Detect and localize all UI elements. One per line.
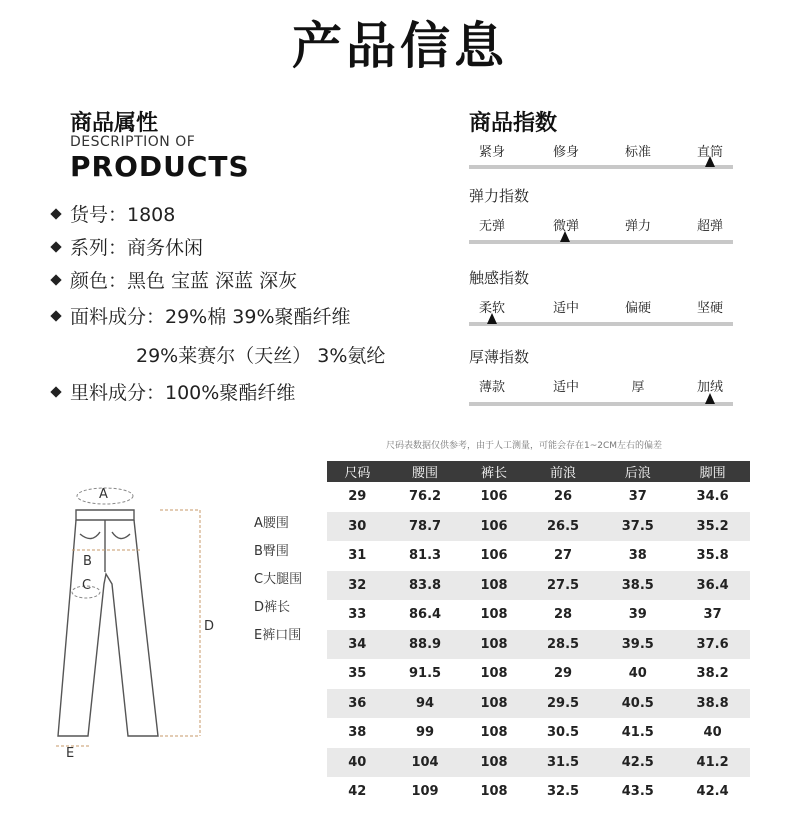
table-cell: 28.5 [526,630,601,660]
table-cell: 108 [462,689,525,719]
table-cell: 26.5 [526,512,601,542]
index-label: 修身 [552,145,579,160]
diagram-legend-waist: A腰围 [254,516,289,531]
attr-text: 29%莱赛尔（天丝） 3%氨纶 [136,345,386,367]
table-cell: 31 [348,548,367,564]
table-cell: 38.8 [675,689,750,719]
table-cell: 34.6 [696,489,729,505]
table-cell: 33 [348,607,367,623]
table-cell: 104 [388,748,463,778]
table-cell: 76.2 [408,489,442,505]
table-cell: 108 [480,725,508,741]
bullet-icon [50,274,61,285]
attr-item-fabric [52,302,351,329]
size-column-header: 前浪 [526,461,601,482]
table-row [327,571,750,601]
table-cell: 35 [348,666,367,682]
table-cell: 35.8 [696,548,729,564]
index-label: 标准 [624,145,651,160]
index-bar [469,322,733,326]
table-cell: 27 [553,548,573,564]
table-cell: 37 [703,607,722,623]
table-cell: 39 [628,607,647,623]
table-row [327,659,750,689]
table-cell: 37.5 [600,512,675,542]
table-cell: 42 [348,784,367,800]
size-column-header: 脚围 [675,461,750,482]
table-cell: 37.6 [675,630,750,660]
diagram-letter-b: B [83,554,92,569]
table-cell: 35.2 [675,512,750,542]
table-cell: 41.5 [621,725,654,741]
table-row [327,482,750,512]
index-bar [469,165,733,169]
size-table [327,461,750,807]
size-table-header [327,461,750,482]
table-cell: 29 [348,489,367,505]
diagram-legend-hem: E裤口围 [254,628,302,643]
size-note: 尺码表数据仅供参考，由于人工测量，可能会存在1~2CM左右的偏差 [386,441,663,451]
table-cell: 32 [327,571,388,601]
bullet-icon [50,241,61,252]
table-row [327,600,750,630]
table-cell: 42.5 [600,748,675,778]
table-cell: 99 [415,725,435,741]
page-title: 产品信息 [292,17,508,75]
table-cell: 28 [553,607,573,623]
table-cell: 108 [462,630,525,660]
attr-item-series [52,233,203,260]
table-cell: 40 [628,666,647,682]
table-row [327,748,750,778]
index-label: 薄款 [478,380,505,395]
index-label: 加绒 [696,380,723,395]
table-cell: 91.5 [408,666,442,682]
pants-diagram [50,474,320,764]
attributes-subtitle-line2: PRODUCTS [70,150,250,183]
size-column-header: 后浪 [600,461,675,482]
table-cell: 40 [327,748,388,778]
table-cell: 108 [480,666,508,682]
attr-text: 系列：商务休闲 [70,237,204,259]
table-cell: 94 [388,689,463,719]
index-marker-icon [487,313,497,324]
index-label: 柔软 [478,301,505,316]
diagram-legend-hip: B臀围 [254,544,289,559]
diagram-letter-e: E [66,746,75,761]
size-table-body [327,482,750,807]
index-label: 超弹 [696,219,723,234]
table-cell: 40 [703,725,722,741]
table-cell: 106 [480,548,508,564]
attr-item-fabric-cont [136,341,385,368]
table-cell: 109 [411,784,439,800]
index-label: 适中 [552,380,579,395]
index-bar [469,402,733,406]
index-label: 偏硬 [624,301,651,316]
index-marker-icon [560,231,570,242]
table-row [327,541,750,571]
table-cell: 30 [327,512,388,542]
table-cell: 38 [348,725,367,741]
table-cell: 39.5 [600,630,675,660]
table-cell: 108 [480,784,508,800]
bullet-icon [50,386,61,397]
table-cell: 78.7 [388,512,463,542]
table-cell: 83.8 [388,571,463,601]
attributes-subtitle-line1: DESCRIPTION OF [70,134,196,150]
indices-title: 商品指数 [469,111,558,136]
index-marker-icon [705,156,715,167]
table-row [327,777,750,807]
table-cell: 108 [462,571,525,601]
table-cell: 26 [553,489,573,505]
index-bar [469,240,733,244]
table-cell: 38.5 [600,571,675,601]
table-cell: 41.2 [675,748,750,778]
attr-text: 货号：1808 [70,204,176,226]
attr-item-sku [52,200,175,227]
table-cell: 34 [327,630,388,660]
table-cell: 30.5 [547,725,580,741]
attributes-title: 商品属性 [70,111,159,136]
table-cell: 88.9 [388,630,463,660]
table-cell: 40.5 [600,689,675,719]
table-cell: 29.5 [526,689,601,719]
diagram-letter-c: C [82,578,92,593]
index-label: 弹力 [624,219,651,234]
diagram-legend-length: D裤长 [254,600,291,615]
size-column-header: 腰围 [388,461,463,482]
attr-text: 里料成分：100%聚酯纤维 [70,382,296,404]
index-heading: 弹力指数 [469,187,530,205]
table-row [327,512,750,542]
table-cell: 38 [628,548,647,564]
table-cell: 32.5 [547,784,580,800]
bullet-icon [50,310,61,321]
table-row [327,630,750,660]
table-cell: 42.4 [696,784,729,800]
index-label: 微弹 [552,219,579,234]
table-cell: 29 [553,666,573,682]
table-cell: 106 [462,512,525,542]
table-cell: 27.5 [526,571,601,601]
diagram-letter-d: D [204,619,215,634]
table-cell: 108 [480,607,508,623]
diagram-letter-a: A [99,487,108,502]
index-marker-icon [705,393,715,404]
attr-item-colors [52,266,297,293]
table-cell: 81.3 [408,548,442,564]
table-cell: 86.4 [408,607,442,623]
index-label: 直筒 [696,145,723,160]
index-label: 适中 [552,301,579,316]
table-cell: 108 [462,748,525,778]
table-row [327,718,750,748]
index-heading: 厚薄指数 [469,348,530,366]
index-heading: 触感指数 [469,269,530,287]
bullet-icon [50,208,61,219]
table-row [327,689,750,719]
table-cell: 36.4 [675,571,750,601]
table-cell: 31.5 [526,748,601,778]
index-label: 紧身 [478,145,505,160]
diagram-legend-thigh: C大腿围 [254,572,303,587]
index-label: 坚硬 [696,301,723,316]
table-cell: 106 [480,489,508,505]
table-cell: 43.5 [621,784,654,800]
table-cell: 37 [628,489,647,505]
table-cell: 36 [327,689,388,719]
size-column-header: 尺码 [327,461,388,482]
table-cell: 38.2 [696,666,729,682]
attr-text: 面料成分：29%棉 39%聚酯纤维 [70,306,351,328]
size-column-header: 裤长 [462,461,525,482]
index-label: 厚 [631,380,645,395]
attr-text: 颜色：黑色 宝蓝 深蓝 深灰 [70,270,298,292]
attr-item-lining [52,378,295,405]
index-label: 无弹 [478,219,505,234]
